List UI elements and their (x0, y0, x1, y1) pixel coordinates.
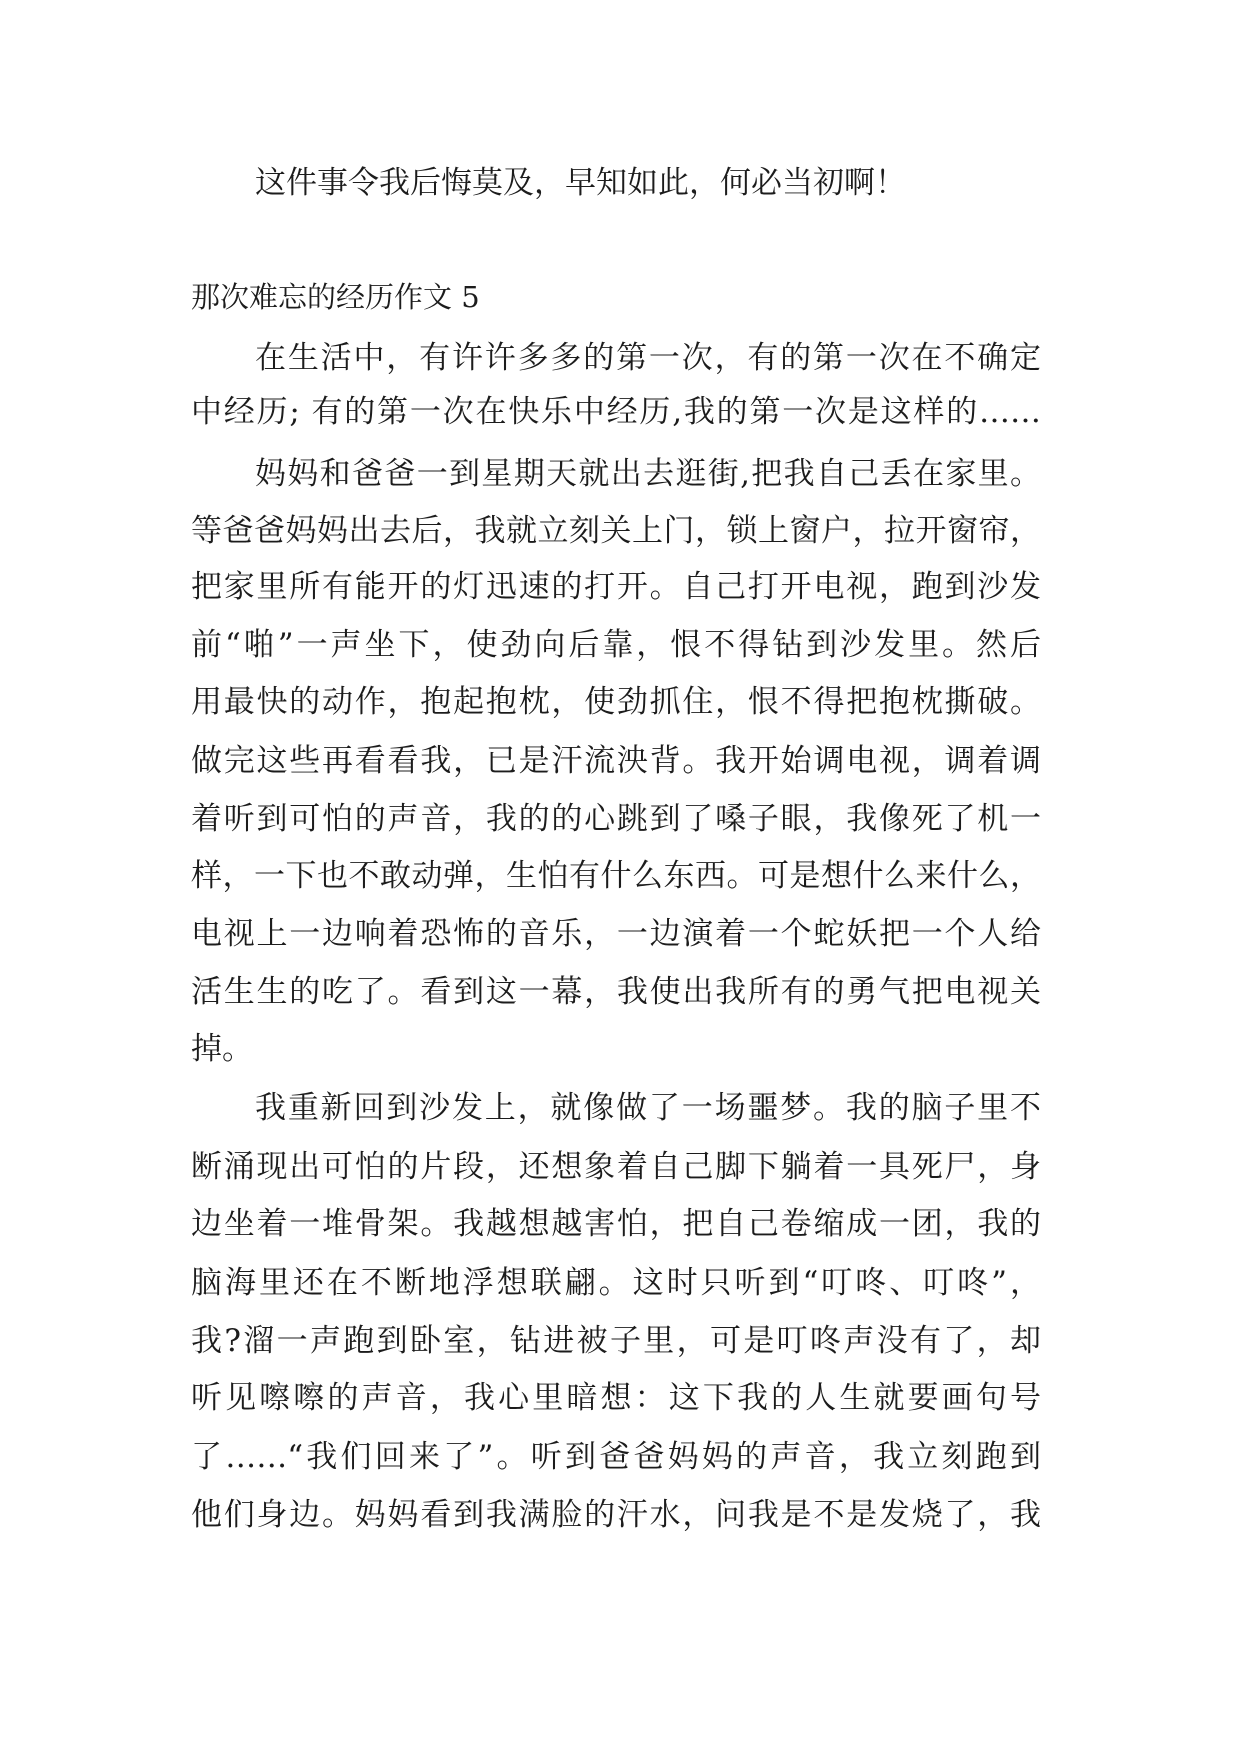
text-line: 中经历; 有的第一次在快乐中经历,我的第一次是这样的…… (191, 394, 1041, 430)
text-line: 等爸爸妈妈出去后，我就立刻关上门，锁上窗户，拉开窗帘， (191, 513, 1041, 549)
text-line: 听见嚓嚓的声音，我心里暗想：这下我的人生就要画句号 (191, 1380, 1041, 1416)
text-line: 断涌现出可怕的片段，还想象着自己脚下躺着一具死尸，身 (191, 1149, 1041, 1185)
text-line: 样，一下也不敢动弹，生怕有什么东西。可是想什么来什么， (191, 858, 1041, 894)
text-line: 前“啪”一声坐下，使劲向后靠，恨不得钻到沙发里。然后 (191, 627, 1041, 663)
text-line: 用最快的动作，抱起抱枕，使劲抓住，恨不得把抱枕撕破。 (191, 684, 1041, 720)
text-line: 做完这些再看看我，已是汗流泱背。我开始调电视，调着调 (191, 743, 1041, 779)
text-line: 在生活中，有许许多多的第一次，有的第一次在不确定 (255, 340, 1041, 376)
text-line: 我?溜一声跑到卧室，钻进被子里，可是叮咚声没有了，却 (191, 1323, 1041, 1359)
text-line: 我重新回到沙发上，就像做了一场噩梦。我的脑子里不 (255, 1090, 1041, 1126)
text-line: 脑海里还在不断地浮想联翩。这时只听到“叮咚、叮咚”， (191, 1265, 1041, 1301)
text-line: 电视上一边响着恐怖的音乐，一边演着一个蛇妖把一个人给 (191, 916, 1041, 952)
essay-title: 那次难忘的经历作文 5 (191, 280, 480, 314)
text-line: 边坐着一堆骨架。我越想越害怕，把自己卷缩成一团，我的 (191, 1206, 1041, 1242)
text-line: 妈妈和爸爸一到星期天就出去逛街,把我自己丢在家里。 (255, 456, 1041, 492)
text-line: 活生生的吃了。看到这一幕，我使出我所有的勇气把电视关 (191, 974, 1041, 1010)
previous-essay-ending: 这件事令我后悔莫及，早知如此，何必当初啊！ (255, 165, 906, 201)
text-line: 了……“我们回来了”。听到爸爸妈妈的声音，我立刻跑到 (191, 1439, 1041, 1475)
text-line: 掉。 (191, 1031, 253, 1067)
text-line: 着听到可怕的声音，我的的心跳到了嗓子眼，我像死了机一 (191, 801, 1041, 837)
text-line: 他们身边。妈妈看到我满脸的汗水，问我是不是发烧了，我 (191, 1497, 1041, 1533)
text-line: 把家里所有能开的灯迅速的打开。自己打开电视，跑到沙发 (191, 569, 1041, 605)
